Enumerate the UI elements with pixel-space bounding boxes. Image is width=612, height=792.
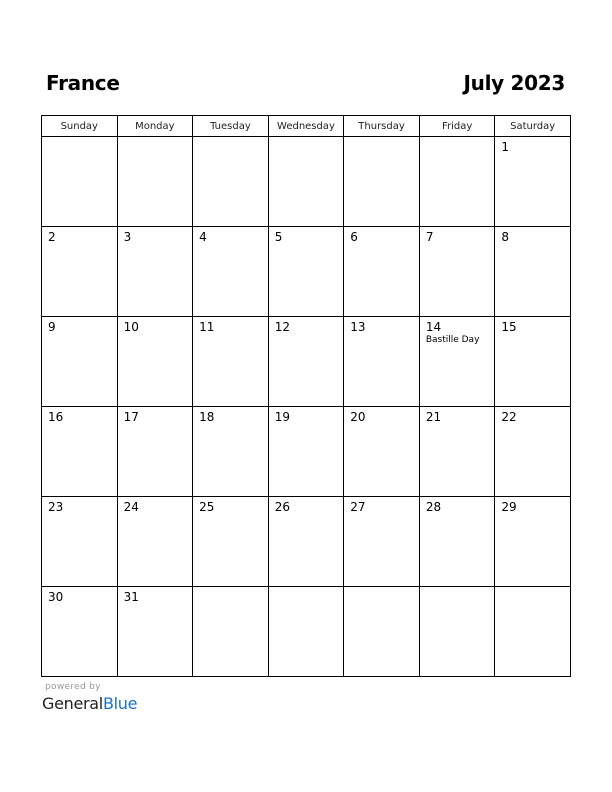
day-number: 16 <box>48 410 64 424</box>
powered-by-text: powered by <box>45 682 101 692</box>
day-number: 27 <box>350 500 366 514</box>
day-number: 4 <box>199 230 207 244</box>
day-cell <box>419 587 495 677</box>
day-number: 9 <box>48 320 56 334</box>
day-number <box>193 587 268 590</box>
day-number <box>495 587 570 590</box>
day-cell <box>42 587 118 677</box>
day-cell <box>42 407 118 497</box>
day-cell <box>42 227 118 317</box>
day-cell <box>495 497 571 587</box>
day-number: 31 <box>123 590 139 604</box>
day-number: 3 <box>123 230 132 244</box>
day-cell <box>344 497 420 587</box>
day-number: 17 <box>123 410 139 424</box>
day-cell <box>344 407 420 497</box>
holiday-label: Bastille Day <box>425 335 480 345</box>
day-number: 21 <box>425 410 442 424</box>
brand-general: General <box>42 694 103 713</box>
day-cell <box>268 587 344 677</box>
day-number: 19 <box>274 410 290 424</box>
day-cell <box>344 317 420 407</box>
day-number <box>193 137 268 140</box>
weekday-monday: Monday <box>117 116 193 137</box>
day-cell <box>193 407 269 497</box>
day-cell <box>268 137 344 227</box>
day-number: 2 <box>48 230 56 244</box>
day-number <box>269 587 344 590</box>
day-number: 11 <box>199 320 215 334</box>
day-cell <box>268 227 344 317</box>
day-cell <box>193 497 269 587</box>
day-cell <box>42 317 118 407</box>
day-cell <box>419 227 495 317</box>
weekday-saturday: Saturday <box>495 116 571 137</box>
day-number: 1 <box>501 140 510 154</box>
day-number: 8 <box>501 230 510 244</box>
day-cell <box>419 407 495 497</box>
calendar-grid <box>41 115 571 677</box>
day-cell <box>268 407 344 497</box>
day-number: 5 <box>274 230 283 244</box>
day-cell <box>193 317 269 407</box>
day-cell <box>193 587 269 677</box>
weekday-friday: Friday <box>419 116 495 137</box>
day-number: 29 <box>501 500 517 514</box>
day-cell <box>117 317 193 407</box>
day-cell <box>419 497 495 587</box>
day-cell <box>495 587 571 677</box>
country-title: France <box>46 71 120 95</box>
day-cell <box>193 137 269 227</box>
weekday-header-row <box>42 116 571 137</box>
weekday-thursday: Thursday <box>344 116 420 137</box>
day-number: 23 <box>48 500 64 514</box>
day-cell <box>344 137 420 227</box>
day-number <box>420 587 495 590</box>
day-number: 18 <box>199 410 215 424</box>
day-number: 7 <box>425 230 434 244</box>
day-cell <box>344 587 420 677</box>
day-cell <box>495 137 571 227</box>
weekday-wednesday: Wednesday <box>268 116 344 137</box>
day-cell <box>495 317 571 407</box>
day-cell <box>344 227 420 317</box>
day-number: 6 <box>350 230 358 244</box>
weekday-sunday: Sunday <box>42 116 118 137</box>
day-number: 26 <box>274 500 290 514</box>
day-number: 15 <box>501 320 517 334</box>
day-number <box>269 137 344 140</box>
week-row <box>42 407 571 497</box>
day-number: 24 <box>123 500 139 514</box>
day-number: 22 <box>501 410 517 424</box>
day-number: 20 <box>350 410 366 424</box>
day-cell <box>495 407 571 497</box>
day-number: 12 <box>274 320 290 334</box>
day-number <box>118 137 193 140</box>
day-number <box>344 587 419 590</box>
week-row <box>42 497 571 587</box>
brand-blue: Blue <box>102 694 138 713</box>
week-row <box>42 227 571 317</box>
week-row <box>42 137 571 227</box>
day-cell <box>117 587 193 677</box>
day-number <box>344 137 419 140</box>
month-title: July 2023 <box>463 71 565 95</box>
day-number: 25 <box>199 500 215 514</box>
week-row <box>42 317 571 407</box>
day-number: 30 <box>48 590 64 604</box>
day-cell-holiday <box>419 317 495 407</box>
day-number: 10 <box>123 320 139 334</box>
generalblue-logo[interactable] <box>42 694 137 713</box>
day-number: 14 <box>425 320 442 334</box>
day-cell <box>193 227 269 317</box>
day-number <box>42 137 117 140</box>
day-number: 28 <box>425 500 442 514</box>
day-cell <box>419 137 495 227</box>
day-cell <box>117 137 193 227</box>
day-cell <box>42 137 118 227</box>
day-cell <box>117 227 193 317</box>
day-cell <box>268 497 344 587</box>
day-cell <box>117 497 193 587</box>
week-row <box>42 587 571 677</box>
day-number <box>420 137 495 140</box>
day-cell <box>42 497 118 587</box>
day-cell <box>117 407 193 497</box>
weekday-tuesday: Tuesday <box>193 116 269 137</box>
day-cell <box>268 317 344 407</box>
day-cell <box>495 227 571 317</box>
day-number: 13 <box>350 320 366 334</box>
